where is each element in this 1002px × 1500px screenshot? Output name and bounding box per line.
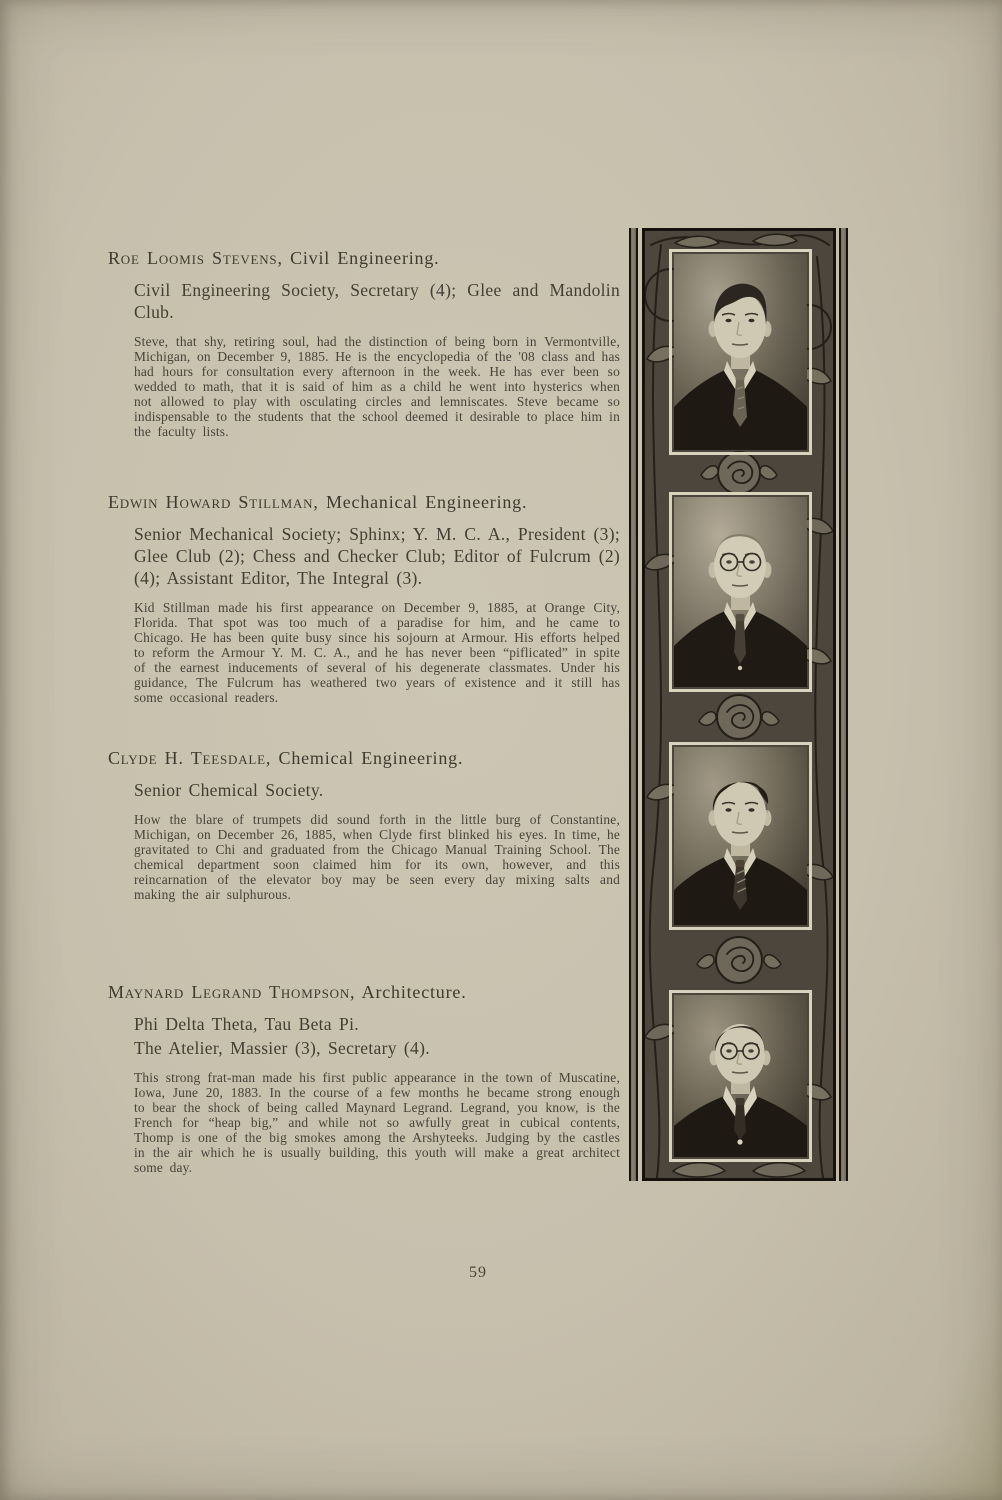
- entry-stevens: [108, 248, 620, 439]
- entry-heading: [108, 248, 620, 269]
- heading-separator: ,: [350, 982, 362, 1002]
- portrait-4-photo: [671, 992, 811, 1161]
- strip-right-rule: [839, 228, 848, 1181]
- student-name: Edwin Howard Stillman: [108, 492, 314, 512]
- photo-strip: [629, 228, 851, 1181]
- student-name: Maynard Legrand Thompson: [108, 982, 351, 1002]
- page-number: 59: [469, 1264, 487, 1281]
- bio-paragraph: How the blare of trumpets did sound forth in the little burg of Constantine, Michigan, on December 26, 1885, when Clyde first blinked his eyes. In time, he gravitated to Chi and graduated from the Chicago Manual Training School. The chemical department soon claimed him for its own, however, and this reincarnation of the elevator boy may be seen every day mixing salts and making the air sulphurous.: [134, 812, 620, 902]
- activities-line: The Atelier, Massier (3), Secretary (4).: [134, 1038, 430, 1058]
- strip-ornament-and-portraits: [645, 231, 833, 1178]
- activities-line: Senior Chemical Society.: [134, 780, 324, 800]
- student-name: Clyde H. Teesdale: [108, 748, 266, 768]
- entry-thompson: [108, 982, 620, 1175]
- activities-line: Phi Delta Theta, Tau Beta Pi.: [134, 1014, 359, 1034]
- strip-left-rule: [629, 228, 638, 1181]
- program-label: Architecture.: [361, 982, 467, 1002]
- entry-heading: [108, 748, 620, 769]
- entry-stillman: [108, 492, 620, 705]
- portrait-3-photo: [671, 744, 811, 929]
- program-label: Civil Engineering.: [290, 248, 440, 268]
- bio-paragraph: This strong frat-man made his first public appearance in the town of Muscatine, Iowa, June 20, 1883. In the course of a few months he became strong enough to bear the shock of being called Maynard Legrand. Legrand, you know, is the French for “heap big,” and while not so awfully great in cubical contents, Thomp is one of the big smokes among the Arshyteeks. Judging by the castles in the air which he is usually building, this youth will make a great architect some day.: [134, 1070, 620, 1175]
- program-label: Chemical Engineering.: [278, 748, 464, 768]
- heading-separator: ,: [313, 492, 326, 512]
- portrait-2-photo: [671, 494, 811, 691]
- portrait-1-photo: [671, 251, 811, 454]
- activities-line: Senior Mechanical Society; Sphinx; Y. M. C. A., President (3); Glee Club (2); Chess and Checker Club; Editor of Fulcrum (2) (4); Assistant Editor, The Integral (3).: [134, 524, 620, 588]
- entry-teesdale: [108, 748, 620, 902]
- entry-heading: [108, 982, 620, 1003]
- heading-separator: ,: [277, 248, 291, 268]
- strip-panel: [642, 228, 836, 1181]
- program-label: Mechanical Engineering.: [325, 492, 528, 512]
- bio-paragraph: Kid Stillman made his first appearance on December 9, 1885, at Orange City, Florida. That spot was too much of a paradise for him, and he came to Chicago. He has been quite busy since his sojourn at Armour. His efforts helped to reform the Armour Y. M. C. A., and he has never been “piflicated” in spite of the earnest inducements of several of his degenerate classmates. Under his guidance, The Fulcrum has weathered two years of existence and it still has some occasional readers.: [134, 600, 620, 705]
- bio-paragraph: Steve, that shy, retiring soul, had the distinction of being born in Vermontville, Michigan, on December 9, 1885. He is the encyclopedia of the '08 class and has had hours for consultation every afternoon in the week. He has ever been so wedded to math, that it is said of him as a child he went into hysterics when not allowed to play with osculating circles and lemniscates. Steve became so indispensable to the students that the school deemed it desirable to place him in the faculty lists.: [134, 334, 620, 439]
- activities-line: Civil Engineering Society, Secretary (4); Glee and Mandolin Club.: [134, 280, 620, 322]
- heading-separator: ,: [265, 748, 279, 768]
- entry-heading: [108, 492, 620, 513]
- student-name: Roe Loomis Stevens: [108, 248, 278, 268]
